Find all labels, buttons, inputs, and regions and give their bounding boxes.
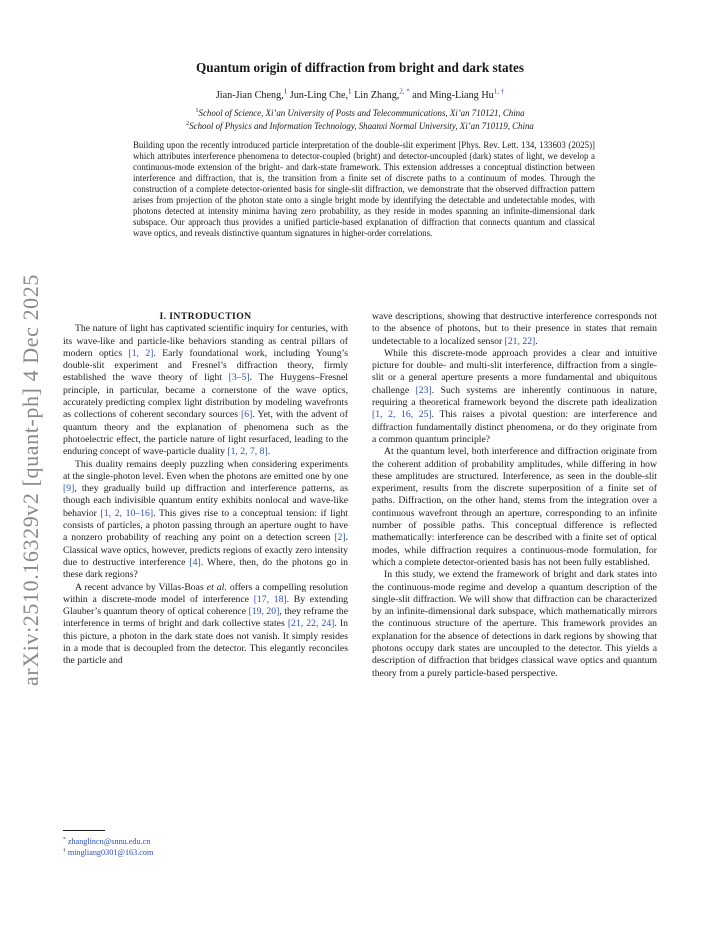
text-run: , they reframe the interference in terms of bright and dark collective states (63, 606, 349, 630)
text-run: . Where, then, do the photons go in these dark regions? (63, 556, 348, 581)
text-run: offers a compelling resolution within a discrete-mode model of interference (63, 581, 348, 605)
text-run: . The Huygens–Fresnel principle, in particular, became a cornerstone of the wave optics, accurately predicting complex light distribution by modeling wavefronts as collections of coherent secondary sources (63, 372, 348, 421)
intro-paragraph-2 (63, 459, 348, 582)
intro-paragraph-3-continued (372, 311, 657, 348)
citation-link[interactable]: [1, 2] (128, 347, 154, 359)
intro-paragraph-3 (63, 582, 348, 668)
affiliation-1 (100, 108, 620, 118)
email-link-2[interactable]: mingliang0301@163.com (67, 848, 154, 857)
text-run: A recent advance by Villas-Boas (75, 581, 207, 593)
text-run: While this discrete-mode approach provides a clear and intuitive picture for double- and multi-slit interference, diffraction from a single-slit or a general aperture presents a more fundamental and ubiquitous challenge (372, 347, 657, 396)
affiliation-2 (100, 121, 620, 131)
intro-paragraph-5: At the quantum level, both interference and diffraction originate from the coherent addition of probability amplitudes, while differing in how these amplitudes are structured. Interference, as seen in the double-slit experiment, results from the discrete superposition of a finite set of paths. Diffraction, on the other hand, stems from the integration over a continuous wavefront through an aperture, corresponding to an infinite number of possible paths. This conceptual difference is reflected mathematically: interference can be described with a finite set of optical modes, while diffraction requires a continuous-mode formulation, for which a complete detector-oriented basis has not been fully established. (372, 446, 657, 568)
footnotes (63, 836, 153, 858)
text-run: . Yet, with the advent of quantum theory and the explanation of phenomena such as the photoelectric effect, the particle nature of light resurfaced, leading to the enduring concept of wave-particle duality (63, 409, 349, 458)
intro-paragraph-1 (63, 323, 348, 458)
author-3-sup[interactable]: 2, * (399, 88, 410, 96)
footnote-2 (63, 847, 153, 858)
abstract: Building upon the recently introduced particle interpretation of the double-slit experiment [Phys. Rev. Lett. 134, 133603 (2025)] which attributes interference phenomena to detector-coupled (bright) and detector-uncoupled (dark) states of light, we develop a continuous-mode extension of the bright- and dark-state framework. This extension addresses a conceptual distinction between interference and diffraction, that is, the transition from a finite set of discrete paths to a continuum of modes. Through the construction of a complete detector-oriented basis for single-slit diffraction, we demonstrate that the observed diffraction pattern arises from projection of the photon state onto a single bright mode by identifying the detectable and undetectable modes, with photons detected at intensity minima having zero probability, as they reside in modes spanning an infinite-dimensional dark subspace. Our approach thus provides a unified particle-based explanation of diffraction that connects quantum and classical wave optics, and reveals distinctive quantum signatures in higher-order correlations. (133, 140, 595, 239)
author-2: Jun-Ling Che, (287, 90, 349, 101)
author-2-sup: 1 (348, 88, 352, 96)
author-1-sup: 1 (283, 88, 288, 96)
intro-paragraph-4 (372, 348, 657, 446)
intro-paragraph-6: In this study, we extend the framework of bright and dark states into the continuous-mode regime and develop a quantum description of the single-slit diffraction. We will show that diffraction can be characterized by an infinite-dimensional dark subspace, which mathematically mirrors the continuous structure of the aperture. This framework provides an explanation for the absence of detections in dark regions by showing that photons occupy dark states are uncoupled to the detector. This yields a description of diffraction that bridges classical wave optics and quantum theory from a purely particle-based perspective. (372, 569, 657, 679)
text-run: The nature of light has captivated scientific inquiry for centuries, with its wave-like and particle-like behaviors standing as central pillars of modern optics (63, 323, 348, 359)
arxiv-stamp (12, 250, 50, 710)
citation-link[interactable]: [3–5] (228, 372, 250, 384)
text-run: . (535, 335, 538, 347)
citation-link[interactable]: [2] (334, 532, 346, 544)
citation-link[interactable]: [1, 2, 16, 25] (372, 409, 432, 421)
citation-link[interactable]: [21, 22, 24] (287, 618, 335, 630)
left-column (63, 311, 348, 668)
text-run: . (267, 446, 271, 458)
citation-link[interactable]: [6] (241, 409, 253, 421)
text-run: . By extending Glauber’s quantum theory of optical coherence (63, 593, 349, 618)
arxiv-stamp-text: arXiv:2510.16329v2 [quant-ph] 4 Dec 2025 (18, 274, 43, 686)
affiliation-1-text: School of Science, Xi’an University of Posts and Telecommunications, Xi’an 710121, China (198, 108, 525, 118)
affiliation-2-text: School of Physics and Information Technology, Shaanxi Normal University, Xi’an 710119, China (189, 121, 534, 131)
text-run: . Such systems are inherently continuous in nature, requiring a theoretical framework beyond the discrete path idealization (372, 384, 657, 409)
author-4-sup[interactable]: 1, † (493, 88, 505, 96)
text-run: , they gradually build up diffraction and interference patterns, as though each indivisible quantum entity exhibits nonlocal and wave-like behavior (63, 483, 348, 519)
citation-link[interactable]: [21, 22] (504, 335, 536, 347)
footnote-1-mark: * (63, 836, 66, 843)
text-run: This duality remains deeply puzzling when considering experiments at the single-photon level. Even when the photons are emitted one by one (63, 458, 348, 482)
affiliation-2-sup: 2 (186, 121, 190, 128)
author-list (100, 90, 620, 101)
citation-link[interactable]: [1, 2, 7, 8] (227, 446, 268, 458)
affiliation-1-sup: 1 (195, 108, 199, 115)
text-run: wave descriptions, showing that destructive interference corresponds not to the absence of photons, but to their presence in states that remain undetectable to a localized sensor (372, 311, 657, 347)
text-run: . In this picture, a photon in the dark state does not vanish. It simply resides in a mode that is decoupled from the detector. This elegantly reconciles the particle and (63, 618, 349, 667)
citation-link[interactable]: [17, 18] (253, 593, 287, 605)
text-run: . Classical wave optics, however, predicts regions of exactly zero intensity due to destructive interference (63, 532, 348, 568)
citation-link[interactable]: [23] (415, 384, 432, 396)
citation-link[interactable]: [1, 2, 10–16] (100, 507, 154, 519)
author-1: Jian-Jian Cheng, (215, 90, 284, 101)
text-run-italic: et al. (206, 581, 227, 593)
email-link-1[interactable]: zhanglincn@snnu.edu.cn (67, 837, 151, 846)
footnote-1 (63, 836, 153, 847)
section-heading-introduction: I. INTRODUCTION (159, 311, 252, 322)
footnote-2-mark: † (63, 847, 66, 854)
text-run: . This raises a pivotal question: are interference and diffraction fundamentally distinct phenomena, or do they originate from a common quantum principle? (372, 409, 658, 445)
footnote-rule (63, 830, 105, 831)
right-column (372, 311, 657, 680)
paper-title: Quantum origin of diffraction from bright and dark states (196, 60, 524, 75)
citation-link[interactable]: [4] (189, 556, 201, 568)
citation-link[interactable]: [9] (63, 483, 75, 495)
author-3: Lin Zhang, (351, 90, 400, 101)
text-run: . Early foundational work, including Young’s double-slit experiment and Fresnel’s diffraction theory, firmly established the wave theory of light (63, 347, 349, 384)
citation-link[interactable]: [19, 20] (248, 606, 280, 618)
text-run: . This gives rise to a conceptual tension: if light consists of particles, a photon passing through an aperture ought to have a nonzero probability of reaching any point on a detection screen (63, 507, 348, 544)
author-4: and Ming-Liang Hu (409, 90, 494, 101)
